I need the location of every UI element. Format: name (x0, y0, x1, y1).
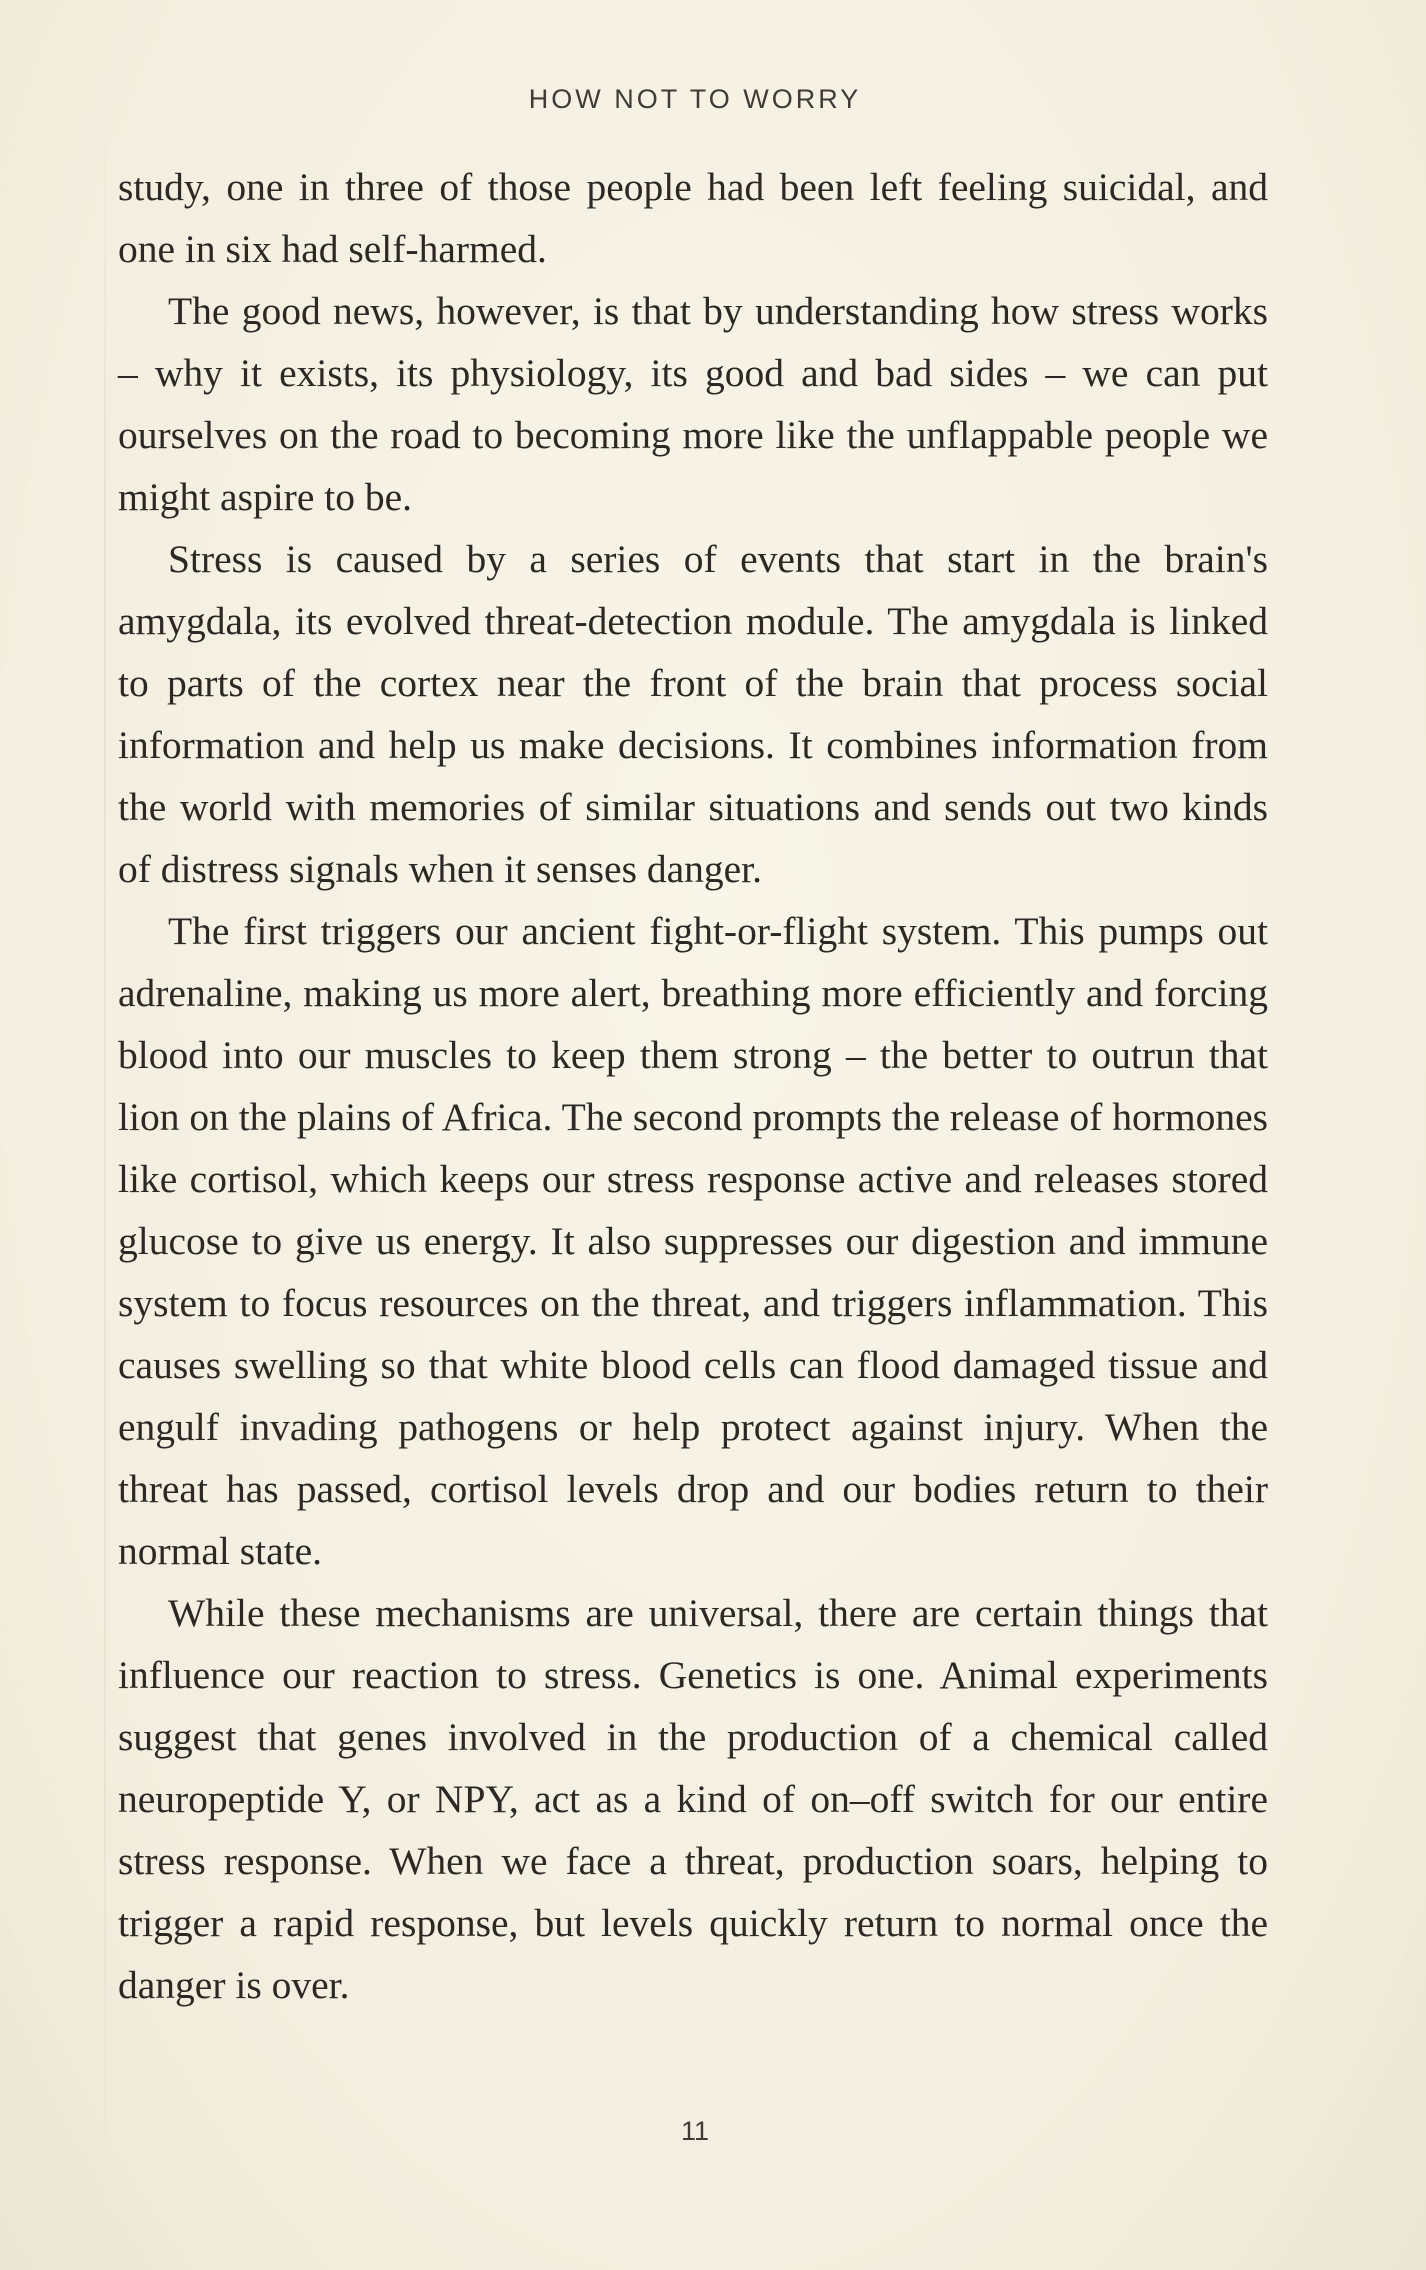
paragraph-continued: study, one in three of those people had been left feeling suicidal, and one in six had self-harmed. (118, 165, 1268, 271)
body-text (118, 156, 1268, 2016)
running-head: HOW NOT TO WORRY (528, 84, 862, 114)
paragraph: The good news, however, is that by understanding how stress works – why it exists, its physiology, its good and bad sides – we can put ourselves on the road to becoming more like the unflappable people we might aspire to be. (118, 289, 1268, 519)
page-fold-shadow (104, 80, 106, 2220)
paragraph: The first triggers our ancient fight-or-flight system. This pumps out adrenaline, making us more alert, breathing more efficiently and forcing blood into our muscles to keep them strong – the better to outrun that lion on the plains of Africa. The second prompts the release of hormones like cortisol, which keeps our stress response active and releases stored glucose to give us energy. It also suppresses our digestion and immune system to focus resources on the threat, and triggers inflammation. This causes swelling so that white blood cells can flood damaged tissue and engulf invading pathogens or help protect against injury. When the threat has passed, cortisol levels drop and our bodies return to their normal state. (118, 909, 1268, 1573)
paragraph: Stress is caused by a series of events that start in the brain's amygdala, its evolved threat-detection module. The amygdala is linked to parts of the cortex near the front of the brain that process social information and help us make decisions. It combines information from the world with memories of similar situations and sends out two kinds of distress signals when it senses danger. (118, 537, 1268, 891)
page-number: 11 (680, 2116, 710, 2146)
paragraph: While these mechanisms are universal, there are certain things that influence our reaction to stress. Genetics is one. Animal experiments suggest that genes involved in the production of a chemical called neuropeptide Y, or NPY, act as a kind of on–off switch for our entire stress response. When we face a threat, production soars, helping to trigger a rapid response, but levels quickly return to normal once the danger is over. (118, 1591, 1268, 2007)
